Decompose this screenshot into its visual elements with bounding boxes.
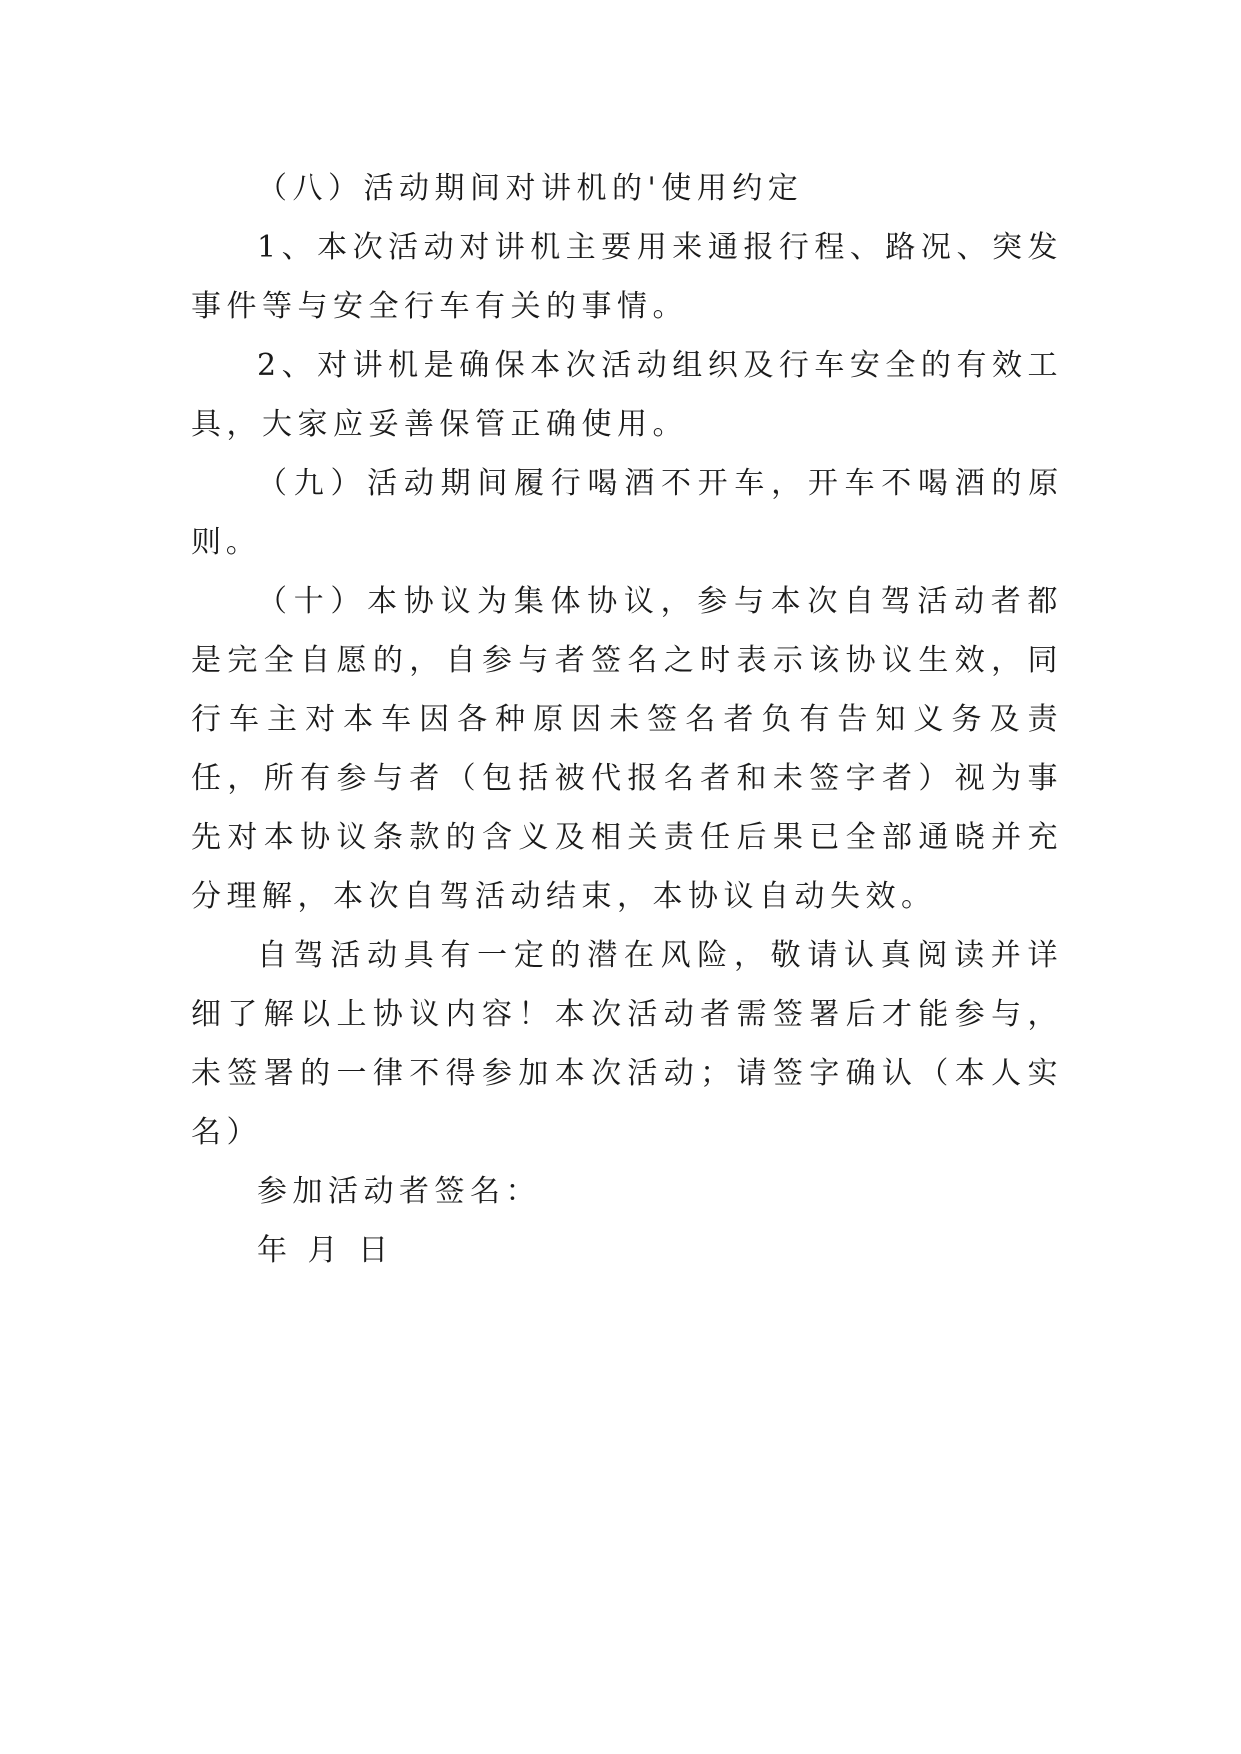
- date-line: 年 月 日: [257, 1233, 394, 1268]
- section-heading-walkie-talkie: （八）活动期间对讲机的'使用约定: [257, 171, 804, 206]
- document-body: [191, 159, 1063, 1280]
- section-no-drinking: （九）活动期间履行喝酒不开车，开车不喝酒的原则。: [191, 466, 1063, 560]
- risk-notice: 自驾活动具有一定的潜在风险，敬请认真阅读并详细了解以上协议内容！本次活动者需签署后才能参与，未签署的一律不得参加本次活动；请签字确认（本人实名）: [191, 938, 1063, 1150]
- section-collective-agreement: （十）本协议为集体协议，参与本次自驾活动者都是完全自愿的，自参与者签名之时表示该协议生效，同行车主对本车因各种原因未签名者负有告知义务及责任，所有参与者（包括被代报名者和未签字者）视为事先对本协议条款的含义及相关责任后果已全部通晓并充分理解，本次自驾活动结束，本协议自动失效。: [191, 584, 1063, 914]
- walkie-talkie-rule-2: 2、对讲机是确保本次活动组织及行车安全的有效工具，大家应妥善保管正确使用。: [191, 348, 1063, 442]
- walkie-talkie-rule-1: 1、本次活动对讲机主要用来通报行程、路况、突发事件等与安全行车有关的事情。: [191, 230, 1063, 324]
- participant-signature-line: 参加活动者签名：: [257, 1174, 541, 1209]
